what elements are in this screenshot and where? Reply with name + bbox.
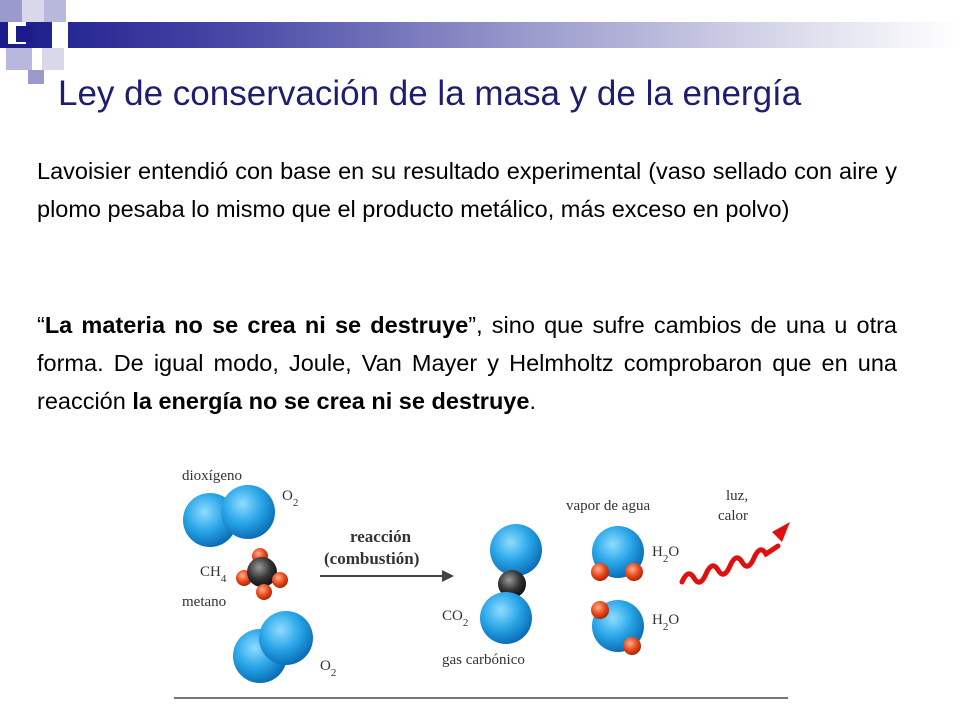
label-calor: calor	[718, 508, 748, 524]
decor-square	[28, 70, 44, 84]
oxygen-atom	[480, 592, 532, 644]
hydrogen-atom	[591, 563, 609, 581]
label-o2-bottom: $O_2$	[320, 658, 337, 679]
label-metano: metano	[182, 594, 227, 610]
label-h2o-bottom: $H_2O$	[652, 612, 680, 633]
decor-square	[44, 0, 66, 22]
label-dioxigeno: dioxígeno	[182, 468, 242, 484]
label-ch4: $CH_4$	[200, 564, 227, 585]
combustion-diagram	[170, 460, 790, 710]
label-vapor-agua: vapor de agua	[566, 498, 651, 514]
hydrogen-atom	[625, 563, 643, 581]
header-gradient-band	[0, 22, 960, 48]
bold-energy-law: la energía no se crea ni se destruye	[132, 388, 530, 414]
reaction-arrowhead	[442, 570, 454, 582]
paragraph-lavoisier: Lavoisier entendió con base en su resultado experimental (vaso sellado con aire y plomo pesaba lo mismo que el producto metálico, más exceso en polvo)	[37, 158, 897, 222]
hydrogen-atom	[623, 637, 641, 655]
label-reaccion: reacción	[350, 527, 412, 546]
decor-square	[42, 48, 64, 70]
oxygen-atom	[490, 524, 542, 576]
paragraph-end: .	[529, 388, 536, 414]
energy-arrowhead	[772, 522, 790, 542]
hydrogen-atom	[256, 584, 272, 600]
decor-square	[0, 0, 22, 22]
paragraph-conservation	[37, 306, 897, 420]
paragraph-text: ”, sino que sufre cambios de una u otra forma. De igual modo, Joule, Van Mayer y Helmholtz comprobaron que en una reacción	[37, 312, 897, 414]
decor-square	[22, 0, 44, 22]
hydrogen-atom	[591, 601, 609, 619]
label-gas-carbonico: gas carbónico	[442, 652, 525, 668]
oxygen-atom	[259, 611, 313, 665]
open-quote: “	[37, 312, 45, 338]
decor-square	[52, 22, 68, 48]
oxygen-atom	[221, 485, 275, 539]
decor-square	[6, 48, 32, 70]
label-h2o-top: $H_2O$	[652, 544, 680, 565]
label-o2-top: $O_2$	[282, 488, 299, 509]
decor-square	[16, 26, 32, 42]
label-combustion: (combustión)	[324, 549, 420, 568]
energy-wave-arrow	[682, 546, 778, 582]
slide-title: Ley de conservación de la masa y de la energía	[58, 74, 802, 113]
bold-mass-law: La materia no se crea ni se destruye	[44, 312, 469, 338]
label-luz: luz,	[726, 488, 749, 504]
label-co2: $CO_2$	[442, 608, 469, 629]
hydrogen-atom	[272, 572, 288, 588]
